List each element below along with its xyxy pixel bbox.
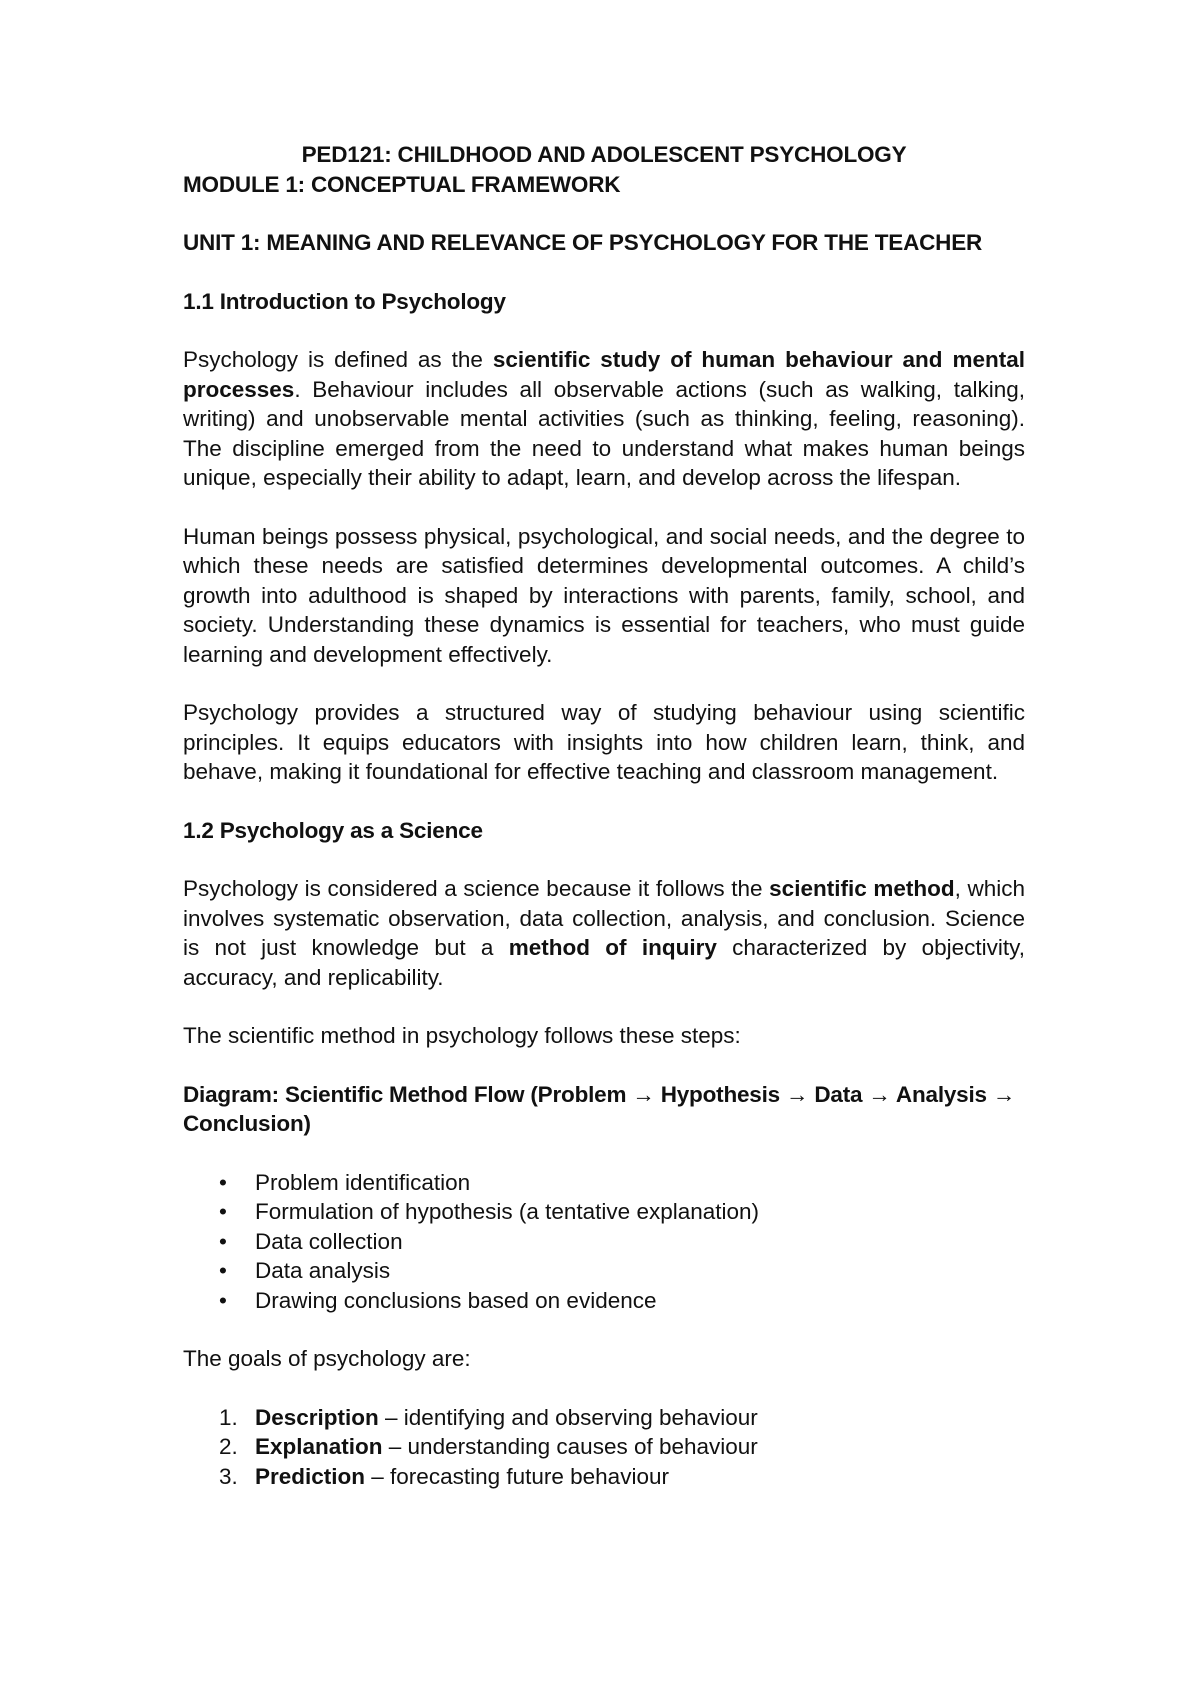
module-title: MODULE 1: CONCEPTUAL FRAMEWORK — [183, 171, 621, 197]
list-item — [183, 1286, 1025, 1316]
list-item-text: Data collection — [255, 1228, 403, 1254]
list-item — [183, 1227, 1025, 1257]
diagram-caption: Diagram: Scientific Method Flow (Problem → Hypothesis → Data → Analysis → Conclusion) — [183, 1081, 1016, 1136]
goal-description: – understanding causes of behaviour — [382, 1434, 758, 1459]
document-content — [183, 140, 1025, 1491]
list-number: 2. — [219, 1434, 238, 1459]
paragraph-definition — [183, 345, 1025, 493]
list-item — [183, 1462, 1025, 1492]
list-item-text: Drawing conclusions based on evidence — [255, 1287, 657, 1313]
section-heading-1-1: 1.1 Introduction to Psychology — [183, 288, 506, 314]
goal-term: Prediction — [255, 1463, 366, 1489]
paragraph-science — [183, 874, 1025, 992]
list-number: 3. — [219, 1463, 238, 1489]
unit-heading: UNIT 1: MEANING AND RELEVANCE OF PSYCHOLOGY FOR THE TEACHER — [183, 230, 983, 255]
course-title: PED121: CHILDHOOD AND ADOLESCENT PSYCHOLOGY — [301, 142, 907, 167]
bold-term: scientific method — [769, 876, 955, 901]
goal-description: – forecasting future behaviour — [365, 1463, 669, 1489]
bullet: • — [219, 1169, 227, 1195]
goal-term: Explanation — [255, 1434, 383, 1459]
list-item — [183, 1432, 1025, 1462]
bullet: • — [219, 1199, 227, 1224]
list-item-text: Problem identification — [255, 1169, 471, 1195]
list-item — [183, 1403, 1025, 1433]
paragraph-needs: Human beings possess physical, psychological, and social needs, and the degree to which these needs are satisfied determines developmental outcomes. A child’s growth into adulthood is shaped by interactions with parents, family, school, and society. Understanding these dynamics is essential for teachers, who must guide learning and development effectively. — [183, 523, 1025, 667]
text-span: . Behaviour includes all observable actions (such as walking, talking, writing) and unobservable mental activities (such as thinking, feeling, reasoning). The discipline emerged from the need to understand what makes human beings unique, especially their ability to adapt, learn, and develop across the lifespan. — [183, 376, 1025, 490]
section-heading-1-2: 1.2 Psychology as a Science — [183, 817, 483, 843]
bullet: • — [219, 1258, 227, 1283]
text-span: Psychology is defined as the — [183, 347, 493, 372]
list-item-text: Data analysis — [255, 1258, 391, 1283]
goals-list — [183, 1403, 1025, 1492]
list-item-text: Formulation of hypothesis (a tentative explanation) — [255, 1199, 760, 1224]
bullet: • — [219, 1228, 227, 1254]
goal-description: – identifying and observing behaviour — [378, 1404, 758, 1430]
list-item — [183, 1256, 1025, 1286]
goal-term: Description — [255, 1404, 379, 1430]
list-item — [183, 1168, 1025, 1198]
text-span: characterized by objectivity, accuracy, and replicability. — [183, 935, 1025, 990]
list-number: 1. — [219, 1404, 238, 1430]
list-item — [183, 1197, 1025, 1227]
paragraph-structured-study: Psychology provides a structured way of studying behaviour using scientific principles. It equips educators with insights into how children learn, think, and behave, making it foundational for effective teaching and classroom management. — [183, 700, 1025, 784]
bullet: • — [219, 1287, 227, 1313]
bold-term: scientific study of human behaviour and mental processes — [183, 347, 1025, 402]
paragraph-steps-intro: The scientific method in psychology follows these steps: — [183, 1023, 741, 1048]
text-span: , which involves systematic observation, data collection, analysis, and conclusion. Science is not just knowledge but a — [183, 876, 1025, 960]
steps-list — [183, 1168, 1025, 1316]
text-span: Psychology is considered a science because it follows the — [183, 876, 770, 901]
paragraph-goals-intro: The goals of psychology are: — [183, 1346, 471, 1371]
bold-term: method of inquiry — [508, 935, 717, 960]
